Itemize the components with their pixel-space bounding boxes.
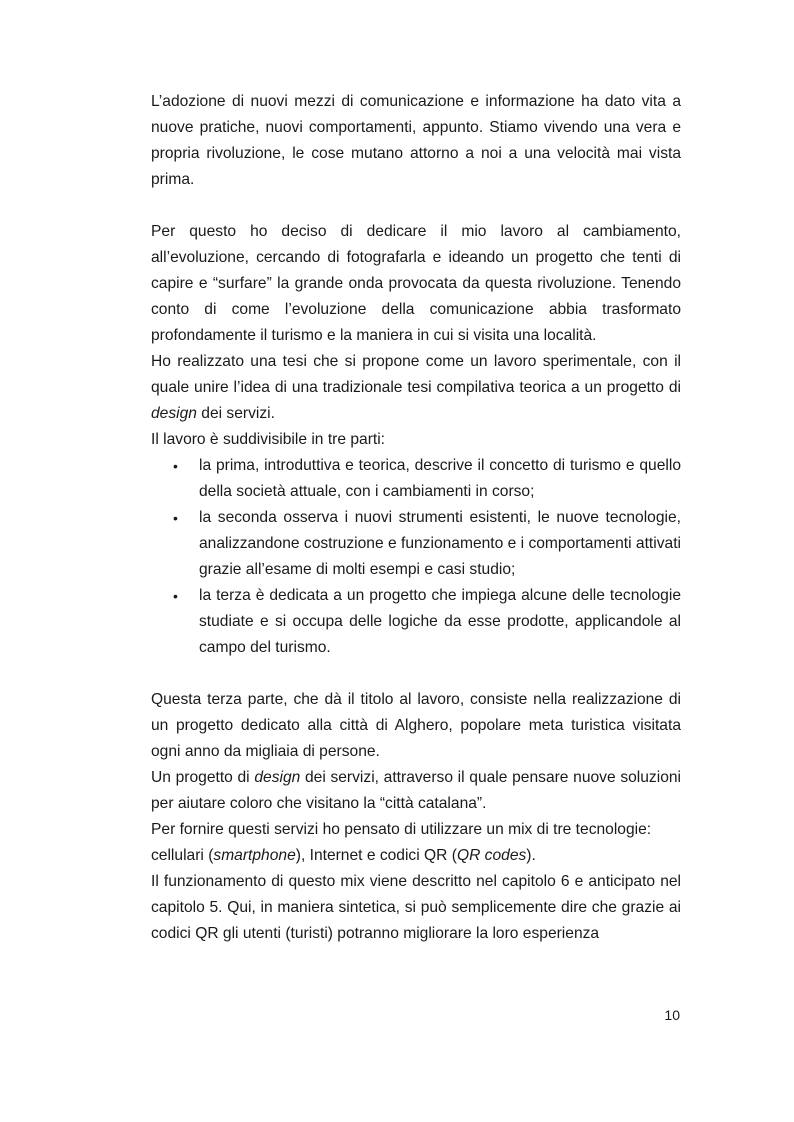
page-body	[151, 89, 681, 947]
paragraph-service-design	[151, 765, 681, 817]
text-run: dei servizi, attraverso il quale pensare nuove soluzioni per aiutare coloro che visitano la “città catalana”.	[151, 769, 682, 812]
paragraph-thesis	[151, 349, 681, 427]
page-number: 10	[664, 1007, 680, 1023]
list-item	[151, 453, 681, 505]
emphasis-design: design	[151, 405, 197, 422]
paragraph-alghero: Questa terza parte, che dà il titolo al lavoro, consiste nella realizzazione di un progetto dedicato alla città di Alghero, popolare meta turistica visitata ogni anno da migliaia di persone.	[151, 691, 681, 760]
list-item-text: la terza è dedicata a un progetto che impiega alcune delle tecnologie studiate e si occupa delle logiche da esse prodotte, applicandole al campo del turismo.	[199, 587, 681, 656]
paragraph-intro: L’adozione di nuovi mezzi di comunicazione e informazione ha dato vita a nuove pratiche, nuovi comportamenti, appunto. Stiamo vivendo una vera e propria rivoluzione, le cose mutano attorno a noi a una velocità mai vista prima.	[151, 93, 681, 188]
text-run: ), Internet e codici QR (	[295, 847, 457, 864]
bullet-icon: •	[173, 458, 178, 474]
paragraph-functioning: Il funzionamento di questo mix viene descritto nel capitolo 6 e anticipato nel capitolo 5. Qui, in maniera sintetica, si può semplicemente dire che grazie ai codici QR gli utenti (turisti) potranno migliorare la loro esperienza	[151, 873, 681, 942]
paragraph-technologies: Per fornire questi servizi ho pensato di utilizzare un mix di tre tecnologie:	[151, 821, 652, 838]
list-item-text: la seconda osserva i nuovi strumenti esistenti, le nuove tecnologie, analizzandone costruzione e funzionamento e i comportamenti attivati grazie all’esame di molti esempi e casi studio;	[199, 509, 681, 578]
paragraph-structure: Il lavoro è suddivisibile in tre parti:	[151, 431, 386, 448]
bullet-icon: •	[173, 588, 178, 604]
list-item	[151, 505, 681, 583]
paragraph-spacer	[151, 193, 681, 219]
list-item	[151, 583, 681, 661]
list-item-text: la prima, introduttiva e teorica, descrive il concetto di turismo e quello della società attuale, con i cambiamenti in corso;	[199, 457, 681, 500]
paragraph-motivation: Per questo ho deciso di dedicare il mio lavoro al cambiamento, all’evoluzione, cercando di fotografarla e ideando un progetto che tenti di capire e “surfare” la grande onda provocata da questa rivoluzione. Tenendo conto di come l’evoluzione della comunicazione abbia trasformato profondamente il turismo e la maniera in cui si visita una località.	[151, 223, 681, 344]
emphasis-qr-codes: QR codes	[456, 847, 527, 864]
paragraph-technologies-list	[151, 843, 681, 869]
text-run: ).	[526, 847, 536, 864]
text-run: dei servizi.	[196, 405, 275, 422]
emphasis-smartphone: smartphone	[213, 847, 296, 864]
emphasis-design: design	[254, 769, 301, 786]
parts-list	[151, 453, 681, 661]
paragraph-spacer	[151, 661, 681, 687]
text-run: cellulari (	[151, 847, 214, 864]
text-run: Ho realizzato una tesi che si propone come un lavoro sperimentale, con il quale unire l’idea di una tradizionale tesi compilativa teorica a un progetto di	[151, 353, 681, 396]
text-run: Un progetto di	[151, 769, 255, 786]
bullet-icon: •	[173, 510, 178, 526]
